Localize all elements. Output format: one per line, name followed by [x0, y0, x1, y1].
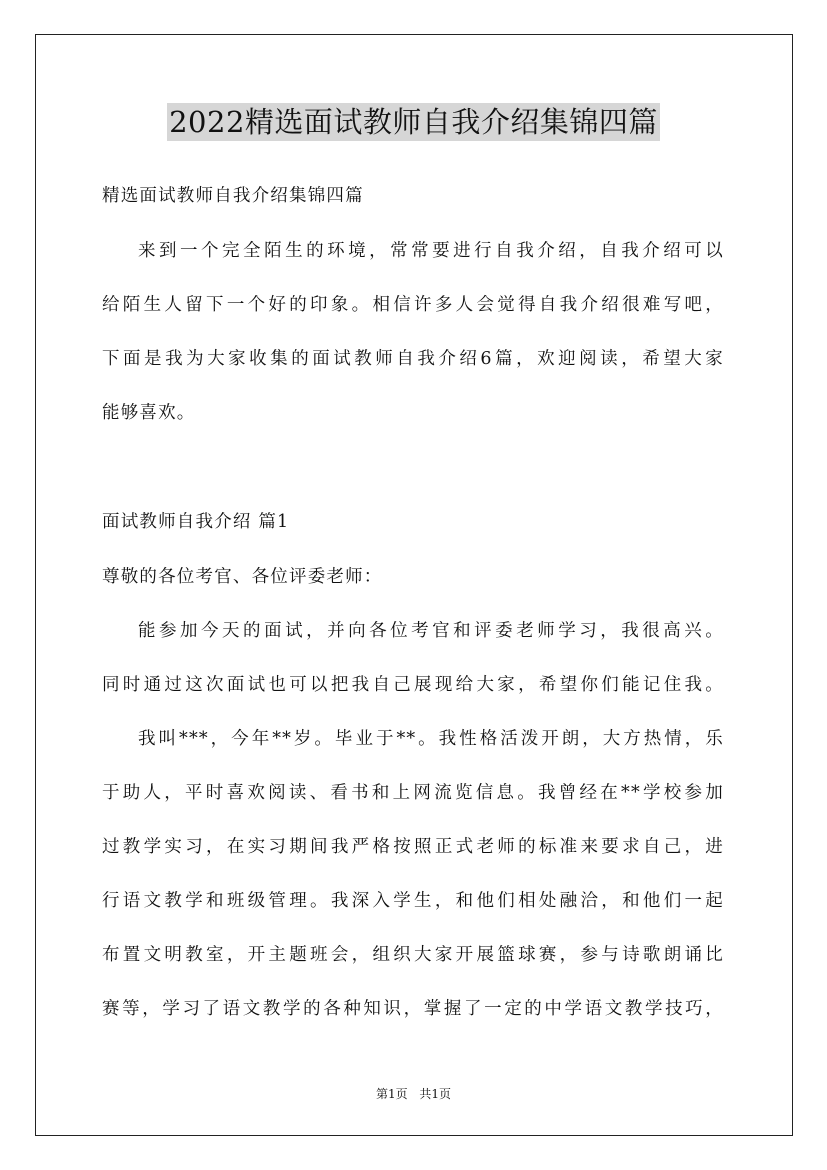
intro-line: 下面是我为大家收集的面试教师自我介绍6篇，欢迎阅读，希望大家 [102, 349, 724, 369]
paragraph-line: 过教学实习，在实习期间我严格按照正式老师的标准来要求自己，进 [102, 837, 724, 857]
paragraph-line: 同时通过这次面试也可以把我自己展现给大家，希望你们能记住我。 [102, 675, 724, 695]
paragraph-line: 我叫***，今年**岁。毕业于**。我性格活泼开朗，大方热情，乐 [138, 729, 724, 749]
intro-line: 来到一个完全陌生的环境，常常要进行自我介绍，自我介绍可以 [138, 241, 724, 261]
section-heading: 面试教师自我介绍 篇1 [102, 512, 290, 532]
intro-line: 能够喜欢。 [102, 403, 196, 423]
page-number-total: 共1页 [419, 1087, 452, 1101]
paragraph-line: 赛等，学习了语文教学的各种知识，掌握了一定的中学语文教学技巧， [102, 999, 724, 1019]
paragraph-line: 能参加今天的面试，并向各位考官和评委老师学习，我很高兴。 [138, 621, 724, 641]
paragraph-line: 于助人，平时喜欢阅读、看书和上网流览信息。我曾经在**学校参加 [102, 783, 724, 803]
title-container [0, 103, 827, 141]
paragraph-line: 布置文明教室，开主题班会，组织大家开展篮球赛，参与诗歌朗诵比 [102, 945, 724, 965]
page-number-current: 第1页 [375, 1087, 408, 1101]
page-footer [0, 1085, 827, 1102]
salutation: 尊敬的各位考官、各位评委老师： [102, 567, 383, 587]
paragraph-line: 行语文教学和班级管理。我深入学生，和他们相处融洽，和他们一起 [102, 891, 724, 911]
document-subtitle: 精选面试教师自我介绍集锦四篇 [102, 186, 364, 206]
intro-line: 给陌生人留下一个好的印象。相信许多人会觉得自我介绍很难写吧， [102, 295, 724, 315]
document-title: 2022精选面试教师自我介绍集锦四篇 [169, 105, 658, 139]
